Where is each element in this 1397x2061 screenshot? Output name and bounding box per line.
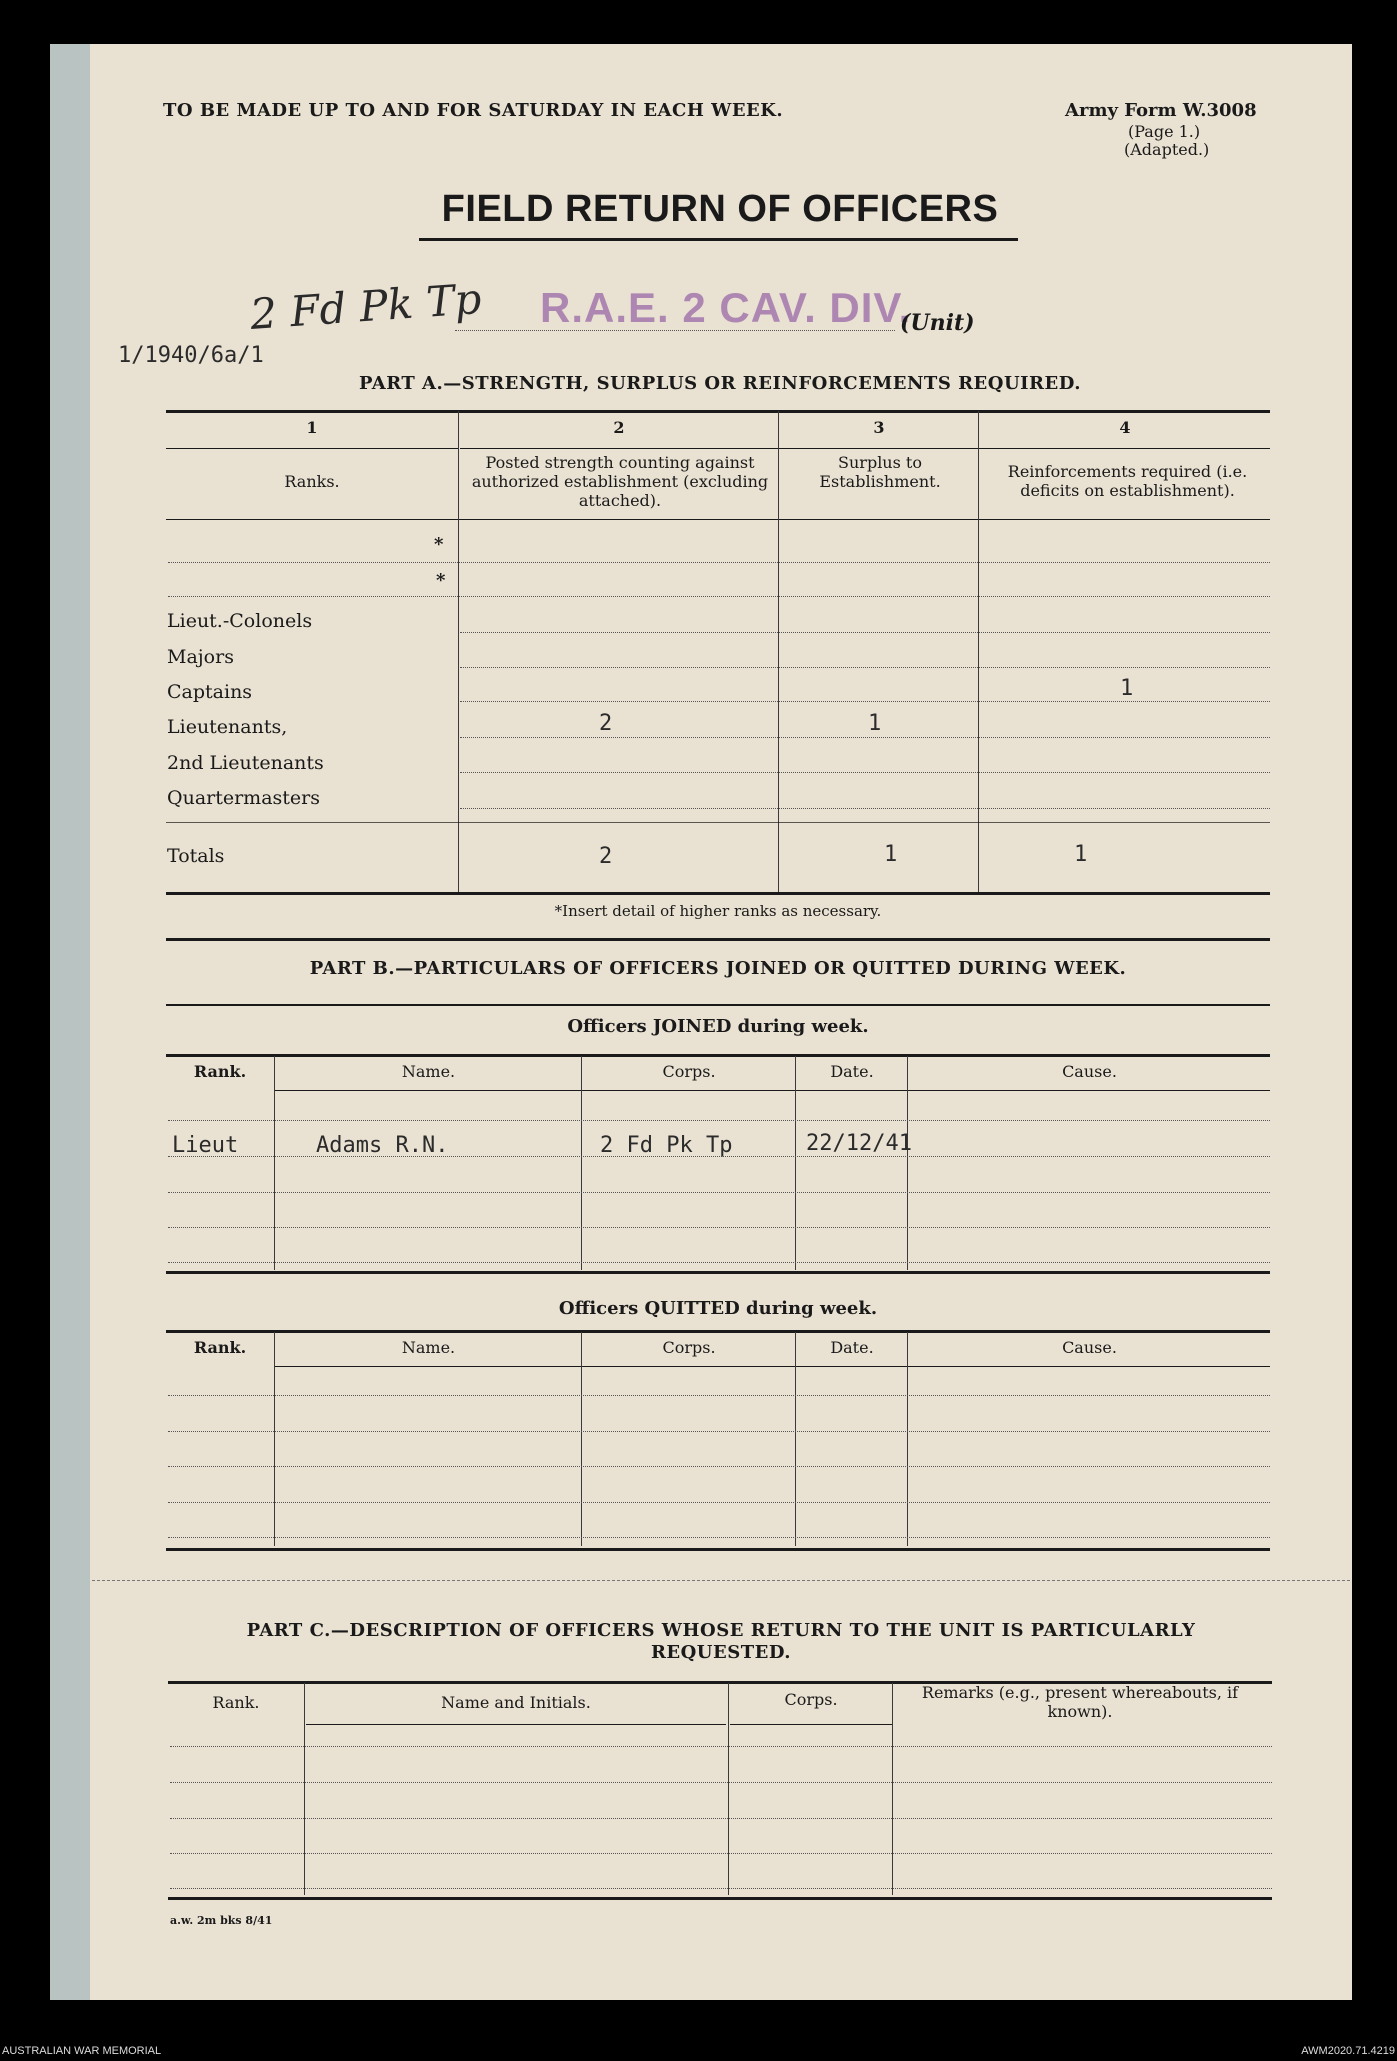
form-adapted: (Adapted.) xyxy=(1124,140,1210,159)
top-note: TO BE MADE UP TO AND FOR SATURDAY IN EACH WEEK. xyxy=(163,100,784,121)
joined-bottom-rule xyxy=(166,1271,1270,1274)
col-number-3: 3 xyxy=(873,418,885,437)
footer-institution: AUSTRALIAN WAR MEMORIAL xyxy=(2,2045,162,2057)
totals-top-rule xyxy=(166,822,1270,823)
quitted-divider xyxy=(907,1332,908,1546)
form-number: Army Form W.3008 xyxy=(1065,100,1257,121)
joined-row-corps: 2 Fd Pk Tp xyxy=(600,1133,733,1158)
quitted-top-rule xyxy=(166,1330,1270,1333)
quitted-col-rank: Rank. xyxy=(193,1338,247,1357)
part-c-row-line xyxy=(170,1818,1272,1819)
totals-surplus: 1 xyxy=(884,842,898,867)
part-c-col-remarks: Remarks (e.g., present whereabouts, if known). xyxy=(921,1683,1239,1721)
footer-accession-number: AWM2020.71.4219 xyxy=(1301,2045,1395,2057)
print-code: a.w. 2m bks 8/41 xyxy=(170,1914,273,1927)
part-a-divider-2 xyxy=(778,411,779,893)
quitted-col-cause: Cause. xyxy=(1062,1338,1117,1357)
star-mark-2: * xyxy=(436,570,446,591)
part-b-heading-rule xyxy=(166,1004,1270,1006)
quitted-bottom-rule xyxy=(166,1548,1270,1551)
part-c-header-rule xyxy=(730,1724,892,1725)
joined-row-name: Adams R.N. xyxy=(316,1133,449,1158)
joined-title: Officers JOINED during week. xyxy=(567,1016,869,1037)
quitted-divider xyxy=(274,1332,275,1546)
paper-margin-strip xyxy=(50,44,90,2000)
form-page: (Page 1.) xyxy=(1128,122,1201,141)
joined-col-corps: Corps. xyxy=(662,1062,716,1081)
col-number-1: 1 xyxy=(306,418,318,437)
joined-top-rule xyxy=(166,1054,1270,1057)
part-c-divider xyxy=(304,1683,305,1895)
col-number-rule-1 xyxy=(166,448,458,449)
part-c-col-rank: Rank. xyxy=(212,1693,260,1712)
totals-reinforcements: 1 xyxy=(1074,842,1088,867)
joined-col-name: Name. xyxy=(401,1062,456,1081)
header-surplus: Surplus to Establishment. xyxy=(819,453,941,491)
part-a-row-line xyxy=(460,737,1270,738)
part-a-row-line xyxy=(168,596,1270,597)
part-c-row-line xyxy=(170,1746,1272,1747)
header-reinforcements: Reinforcements required (i.e. deficits on establishment). xyxy=(1007,462,1248,500)
header-ranks: Ranks. xyxy=(284,472,340,491)
part-c-heading: PART C.—DESCRIPTION OF OFFICERS WHOSE RETURN TO THE UNIT IS PARTICULARLY REQUESTED. xyxy=(246,1620,1196,1663)
totals-label: Totals xyxy=(167,845,225,867)
part-c-col-corps: Corps. xyxy=(784,1690,838,1709)
col-number-4: 4 xyxy=(1119,418,1131,437)
joined-col-date: Date. xyxy=(830,1062,874,1081)
header-posted-strength: Posted strength counting against authorized establishment (excluding attached). xyxy=(471,453,769,510)
unit-stamp: R.A.E. 2 CAV. DIV. xyxy=(540,284,912,331)
part-b-heading: PART B.—PARTICULARS OF OFFICERS JOINED OR QUITTED DURING WEEK. xyxy=(309,958,1127,979)
part-a-divider-3 xyxy=(978,411,979,893)
joined-row-date: 22/12/41 xyxy=(806,1131,912,1156)
joined-divider xyxy=(907,1056,908,1270)
joined-divider xyxy=(795,1056,796,1270)
form-title: FIELD RETURN OF OFFICERS xyxy=(441,188,999,230)
unit-handwritten: 2 Fd Pk Tp xyxy=(248,273,483,340)
quitted-title: Officers QUITTED during week. xyxy=(558,1298,878,1319)
joined-divider xyxy=(274,1056,275,1270)
star-mark-1: * xyxy=(434,534,444,555)
joined-divider xyxy=(581,1056,582,1270)
part-b-top-rule xyxy=(166,938,1270,941)
part-a-footnote: *Insert detail of higher ranks as necessary. xyxy=(554,902,882,920)
rank-label-lieut-colonels: Lieut.-Colonels xyxy=(167,610,313,632)
part-a-bottom-rule xyxy=(166,892,1270,895)
part-a-top-rule xyxy=(166,410,1270,413)
joined-row-line xyxy=(168,1262,1270,1263)
rank-label-majors: Majors xyxy=(167,646,234,668)
joined-row-line xyxy=(168,1227,1270,1228)
rank-label-captains: Captains xyxy=(167,681,253,703)
part-c-col-name: Name and Initials. xyxy=(441,1693,591,1712)
joined-row-rank: Lieut xyxy=(172,1133,239,1158)
quitted-col-date: Date. xyxy=(830,1338,874,1357)
rank-label-2nd-lieutenants: 2nd Lieutenants xyxy=(167,752,324,774)
part-a-row-line xyxy=(460,632,1270,633)
quitted-header-rule xyxy=(274,1366,1270,1367)
part-c-row-line xyxy=(170,1853,1272,1854)
part-a-row-line xyxy=(460,701,1270,702)
quitted-row-line xyxy=(168,1431,1270,1432)
col-number-2: 2 xyxy=(613,418,625,437)
title-underline xyxy=(419,238,1018,241)
joined-row-line xyxy=(168,1120,1270,1121)
part-c-row-line xyxy=(170,1888,1272,1889)
quitted-row-line xyxy=(168,1502,1270,1503)
captains-reinforcements: 1 xyxy=(1120,676,1134,701)
lieutenants-surplus: 1 xyxy=(868,711,882,736)
part-a-row-line xyxy=(168,562,1270,563)
part-c-divider xyxy=(728,1683,729,1895)
quitted-col-name: Name. xyxy=(401,1338,456,1357)
quitted-row-line xyxy=(168,1466,1270,1467)
part-c-bottom-rule xyxy=(168,1897,1272,1900)
part-c-row-line xyxy=(170,1782,1272,1783)
unit-label: (Unit) xyxy=(900,310,975,336)
lieutenants-posted: 2 xyxy=(599,711,613,736)
joined-col-cause: Cause. xyxy=(1062,1062,1117,1081)
totals-posted: 2 xyxy=(599,844,613,869)
rank-label-lieutenants: Lieutenants, xyxy=(167,716,288,738)
part-a-divider-1 xyxy=(458,411,459,893)
joined-header-rule xyxy=(274,1090,1270,1091)
joined-row-line xyxy=(168,1192,1270,1193)
header-bottom-rule xyxy=(166,519,1270,520)
part-a-row-line xyxy=(460,808,1270,809)
file-reference: 1/1940/6a/1 xyxy=(118,343,264,368)
part-a-row-line xyxy=(460,667,1270,668)
joined-col-rank: Rank. xyxy=(193,1062,247,1081)
perforation-line xyxy=(92,1580,1350,1581)
part-a-row-line xyxy=(460,772,1270,773)
part-c-header-rule xyxy=(306,1724,726,1725)
quitted-divider xyxy=(795,1332,796,1546)
part-a-heading: PART A.—STRENGTH, SURPLUS OR REINFORCEMENTS REQUIRED. xyxy=(359,373,1081,394)
quitted-col-corps: Corps. xyxy=(662,1338,716,1357)
quitted-row-line xyxy=(168,1395,1270,1396)
rank-label-quartermasters: Quartermasters xyxy=(167,787,320,809)
part-c-divider xyxy=(892,1683,893,1895)
quitted-row-line xyxy=(168,1537,1270,1538)
quitted-divider xyxy=(581,1332,582,1546)
col-number-rule-2 xyxy=(460,448,1270,449)
